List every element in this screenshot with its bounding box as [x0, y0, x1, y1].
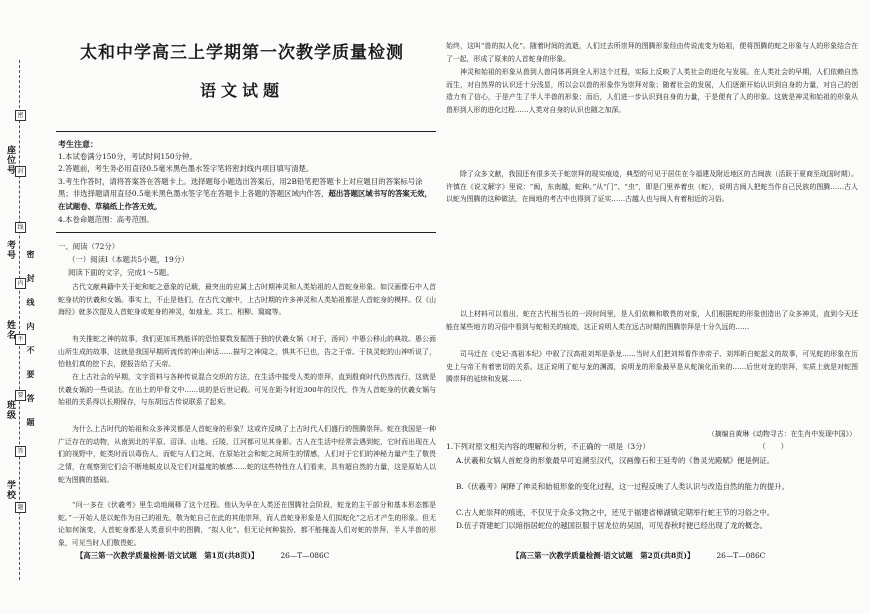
passage-paragraph-6: 神灵和始祖的形象从兽到人兽同体再到全人形这个过程，实际上反映了人类社会的进化与发展。在人类社会的早期，人们依赖自然而生，对自然界的认识还十分浅显，所以会以兽的形象作为崇拜对象；随着社会的发展，人们逐渐开始认识到自身的力量，对自己的创造力有了信心，于是产生了半人半兽的形象；而后，人们进一步认识到自身的力量，于是便有了人的形象。这就是神灵和始祖的形象从兽形到人形的进化过程……人类对自身的认识也随之加深。	[446, 68, 858, 115]
option-b: B.《伏羲考》阐释了神灵和始祖形象的变化过程，这一过程反映了人类认识与改造自然的能力的提升。	[456, 482, 789, 491]
section-heading: 一、阅读（72分）	[58, 242, 120, 251]
passage-paragraph-7: 除了众多文献，我国还有很多关于蛇崇拜的现实痕迹，典型的可见于居住在今福建及附近地区的古闽族（活跃于夏商至战国时期）。许慎在《说文解字》里说：“闽，东南越，蛇种。”从“门”、“虫”，即是门里养着虫（蛇），说明古闽人把蛇当作自己民族的图腾……古人以蛇为图腾的这种做法，在闽地的考古中也得到了证实……古越人也与闽人有着相近的习俗。	[446, 170, 858, 204]
class-label: 班级	[5, 400, 15, 420]
seal-mark: 要	[15, 390, 26, 401]
option-c: C.古人蛇崇拜的痕迹，不仅见于众多文物之中，还见于福建省樟湖镇定期举行蛇王节的习俗之中。	[456, 508, 775, 517]
notice-top-rule	[56, 131, 436, 132]
seal-mark: 线	[15, 222, 26, 233]
option-d: D.伍子胥建蛇门以暗指居蛇位的越国臣服于居龙位的吴国，可见春秋时便已经出现了龙的概念。	[456, 521, 768, 530]
seal-mark: 答	[15, 446, 26, 457]
page-1-footer	[76, 550, 329, 561]
passage-continued: 始终，这叫“兽的拟人化”。随着时间的流逝，人们过去所崇拜的图腾形象经由传说流变为始祖，便将图腾的蛇之形象与人的形象结合在了一起，形成了原来的人首蛇身的形象。	[446, 42, 858, 63]
page-2-footer-code: 26—T—086C	[716, 551, 766, 560]
passage-paragraph-1: 古代文献典籍中关于蛇和蛇之意象的记载，最突出的应属上古时期神灵和人类始祖的人首蛇身形象。如汉画像石中人首蛇身状的伏羲和女娲。事实上，不止是他们，在古代文献中，上古时期的许多神灵和人类始祖都是人首蛇身的模样。仅《山海经》就多次提及人首蛇身或蛇身的神灵，如烛龙、共工、相柳、窫窳等。	[58, 283, 436, 317]
reading-instruction: 阅读下面的文字，完成1～5题。	[68, 268, 174, 277]
passage-paragraph-8: 以上材料可以看出，蛇在古代相当长的一段时间里，是人们依赖和敬畏的对象，人们根据蛇的形象创造出了众多神灵，直到今天还能在某些地方的习俗中看到与蛇相关的痕迹，这正说明人类在远古时期的图腾崇拜是十分久远的……	[446, 310, 858, 331]
name-label: 姓名	[5, 320, 15, 340]
exam-no-label: 考号	[5, 240, 15, 260]
notice-item: 1.本试卷满分150分，考试时间150分钟。	[58, 151, 197, 161]
passage-paragraph-2: 有关推蛇之神的故事，我们更加耳熟能详的恐怕要数发掘图于独的伏羲女娲（对于，汤问）中愚公移山的典故。愚公面山所生成的故事，这就是我国早期所流传的神山神话……描写之神闻之，惧其不已也，告之于帝。于执灵蛇的山神听说了，怕他们真的挖下去，便报告给了天帝。	[58, 335, 436, 369]
notice-bottom-rule	[56, 232, 436, 233]
page-2-footer	[512, 550, 765, 561]
seat-no-label: 座位号	[5, 145, 15, 175]
option-a: A.伏羲和女娲人首蛇身的形象最早可追溯至汉代，汉画像石和王延寿的《鲁灵光殿赋》便是例证。	[456, 456, 775, 465]
exam-subtitle: 语文试题	[199, 81, 284, 100]
seal-mark: 内	[15, 278, 26, 289]
seal-mark: 封	[15, 166, 26, 177]
question-1-stem: 1.下列对原文相关内容的理解和分析，不正确的一项是（3分） （ ）	[446, 441, 858, 454]
seal-warning: 密封线内不要答题	[26, 250, 36, 442]
passage-paragraph-5: “问一多在《伏羲考》里生动地阐释了这个过程。他认为早在人类还在图腾社会阶段，蛇龙的主干部分和基本形态都是蛇。”一开始人是以蛇作为自己的祖先，敬为蛇自己在此的其他崇拜，而人首蛇身形象是人们拟蛇化”之后才产生的形象。但无论如何演变，人首蛇身都是人类意识中的图腾，“拟人化”。但无论何种装扮，都不能掩盖人们对蛇的崇拜，半人半兽的形象，可见当时人们敬畏蛇。	[58, 501, 436, 548]
notice-emphasis: 超出答题区域书写的答案无效，在试题卷、草稿纸上作答无效。	[58, 189, 432, 211]
passage-paragraph-4: 为什么上古时代的始祖和众多神灵都是人首蛇身的形象？这或许反映了上古时代人们盛行的图腾崇拜。蛇在我国是一种广泛存在的动物，从南到北的平原、沼泽、山地、丘陵、江河都可见其身影。古人在生活中经常会遇到蛇，它时而出现在人们的视野中，蛇类时而以毒伤人，而蛇与人们之间，在原始社会和蛇之间所生的情感，人们对于它们的神秘力量产生了敬畏之情，在观察到它们会不断地蜕皮以及它们对温度的敏感……蛇的这些特性在人们看来，具有超自然的力量，这是原始人以蛇为图腾的基础。	[58, 425, 436, 484]
notice-heading: 考生注意：	[58, 139, 98, 149]
notice-item: 2.答题前，考生务必用直径0.5毫米黑色墨水签字笔将密封线内项目填写清楚。	[58, 164, 314, 174]
exam-title: 太和中学高三上学期第一次教学质量检测	[80, 43, 404, 63]
notice-item: 3.考生作答时，请将答案答在答题卡上。选择题每小题选出答案后，用2B铅笔把答题卡上对应题目的答案标号涂黑；非选择题请用直径0.5毫米黑色墨水签字笔在答题卡上各题的答题区域内作答，超出答题区域书写的答案无效，在试题卷、草稿纸上作答无效。	[58, 176, 432, 211]
passage-paragraph-9: 司马迁在《史记·高祖本纪》中叙了汉高祖刘邦是条龙……当时人们把刘邦看作赤帝子、刘邦斩白蛇起义的故事，可见蛇的形象在历史上与帝王有着密切的关系。这正说明了蛇与龙的渊源，说明龙的形象最早是从蛇演化而来的……后世对龙的崇拜，实质上就是对蛇图腾崇拜的延续和发展……	[446, 350, 858, 384]
page-1-footer-code: 26—T—086C	[280, 551, 330, 560]
subsection-heading: （一）阅读Ⅰ（本题共5小题，19分）	[68, 255, 189, 264]
notice-box	[58, 138, 436, 226]
binding-strip	[0, 0, 40, 614]
page-1-footer-title: 【高三第一次教学质量检测·语文试题 第1页(共8页)】	[76, 551, 259, 560]
page-2-footer-title: 【高三第一次教学质量检测·语文试题 第2页(共8页)】	[512, 551, 695, 560]
page-1	[48, 0, 436, 614]
passage-paragraph-3: 在上古社会的早期，文字资料与各种传说混合交织的方法，在生活中接受人类的崇拜，直到殷商时代仍然流行，这就是伏羲女娲的一些说法。在出土的甲骨文中……说的是后世记载。可见在距今时近300年的汉代，作为人首蛇身的伏羲女娲与始祖的关系得以长期保存，与东胡远古传说联系了起来。	[58, 373, 436, 407]
passage-source: （摘编自黄琳《动物寻古：在生肖中发现中国》）	[707, 430, 856, 438]
notice-item: 4.本卷命题范围：高考范围。	[58, 214, 154, 224]
seal-mark: 题	[15, 502, 26, 513]
answer-bracket: （ ）	[758, 442, 788, 451]
seal-mark: 密	[15, 110, 26, 121]
school-label: 学校	[5, 480, 15, 500]
seal-mark: 不	[15, 334, 26, 345]
page-2	[446, 0, 864, 614]
